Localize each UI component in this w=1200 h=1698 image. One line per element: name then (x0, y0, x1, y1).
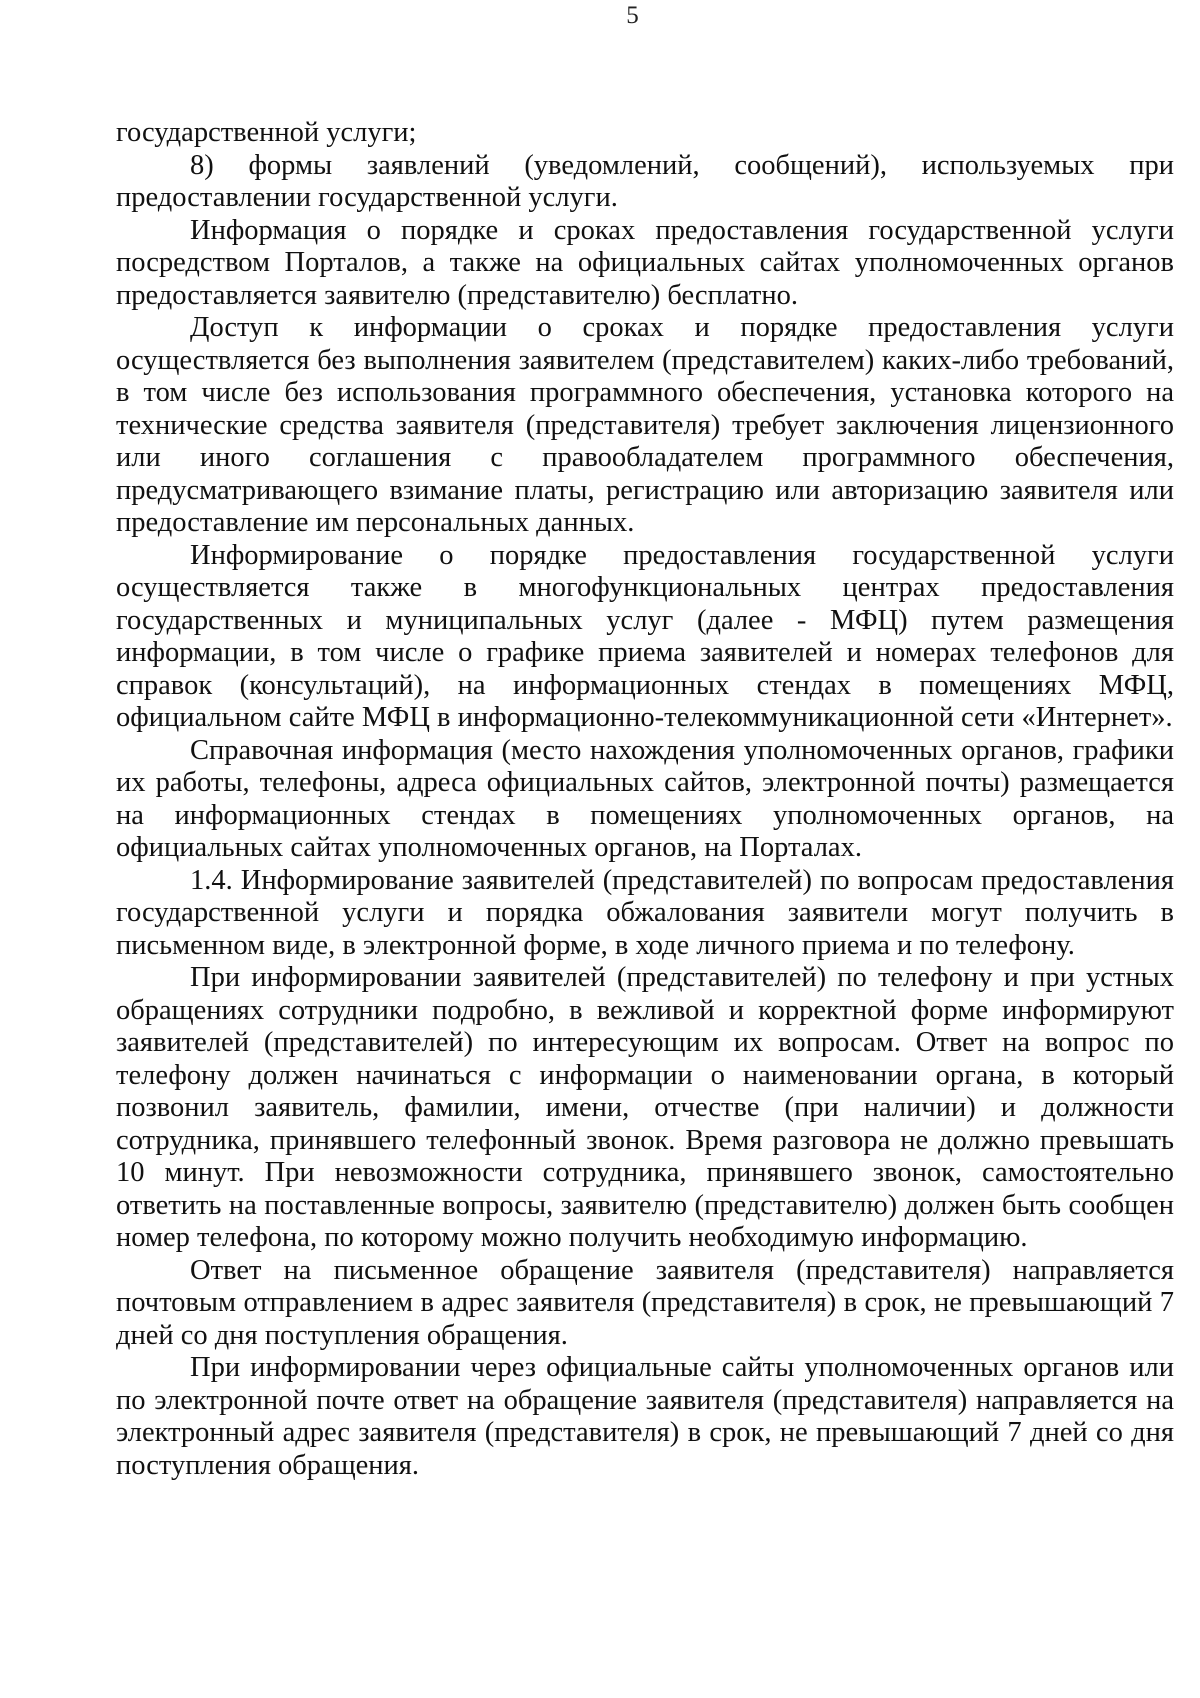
paragraph-reference-information: Справочная информация (место нахождения уполномоченных органов, графики их работы, телефоны, адреса официальных сайтов, электронной почты) размещается на информационных стендах в помещениях уполномоченных органов, на официальных сайтах уполномоченных органов, на Порталах. (116, 734, 1174, 863)
paragraph-phone-informing: При информировании заявителей (представителей) по телефону и при устных обращениях сотрудники подробно, в вежливой и корректной форме информируют заявителей (представителей) по интересующим их вопросам. Ответ на вопрос по телефону должен начинаться с информации о наименовании органа, в который позвонил заявитель, фамилии, имени, отчестве (при наличии) и должности сотрудника, принявшего телефонный звонок. Время разговора не должно превышать 10 минут. При невозможности сотрудника, принявшего звонок, самостоятельно ответить на поставленные вопросы, заявителю (представителю) должен быть сообщен номер телефона, по которому можно получить необходимую информацию. (116, 962, 1174, 1253)
paragraph-item-8-forms: 8) формы заявлений (уведомлений, сообщений), используемых при предоставлении государственной услуги. (116, 149, 1174, 213)
page-number: 5 (626, 2, 639, 29)
paragraph-info-free-of-charge: Информация о порядке и сроках предоставления государственной услуги посредством Порталов, а также на официальных сайтах уполномоченных органов предоставляется заявителю (представителю) бесплатно. (116, 214, 1174, 311)
paragraph-continuation: государственной услуги; (116, 117, 417, 148)
paragraph-mfc-informing: Информирование о порядке предоставления государственной услуги осуществляется также в многофункциональных центрах предоставления государственных и муниципальных услуг (далее - МФЦ) путем размещения информации, в том числе о графике приема заявителей и номерах телефонов для справок (консультаций), на информационных стендах в помещениях МФЦ, официальном сайте МФЦ в информационно-телекоммуникационной сети «Интернет». (116, 539, 1174, 733)
document-body (116, 117, 1174, 1482)
paragraph-electronic-response: При информировании через официальные сайты уполномоченных органов или по электронной почте ответ на обращение заявителя (представителя) направляется на электронный адрес заявителя (представителя) в срок, не превышающий 7 дней со дня поступления обращения. (116, 1352, 1174, 1481)
paragraph-written-response: Ответ на письменное обращение заявителя (представителя) направляется почтовым отправлением в адрес заявителя (представителя) в срок, не превышающий 7 дней со дня поступления обращения. (116, 1254, 1174, 1351)
paragraph-access-to-information: Доступ к информации о сроках и порядке предоставления услуги осуществляется без выполнения заявителем (представителем) каких-либо требований, в том числе без использования программного обеспечения, установка которого на технические средства заявителя (представителя) требует заключения лицензионного или иного соглашения с правообладателем программного обеспечения, предусматривающего взимание платы, регистрацию или авторизацию заявителя или предоставление им персональных данных. (116, 312, 1174, 538)
paragraph-section-1-4: 1.4. Информирование заявителей (представителей) по вопросам предоставления государственной услуги и порядка обжалования заявители могут получить в письменном виде, в электронной форме, в ходе личного приема и по телефону. (116, 864, 1174, 961)
